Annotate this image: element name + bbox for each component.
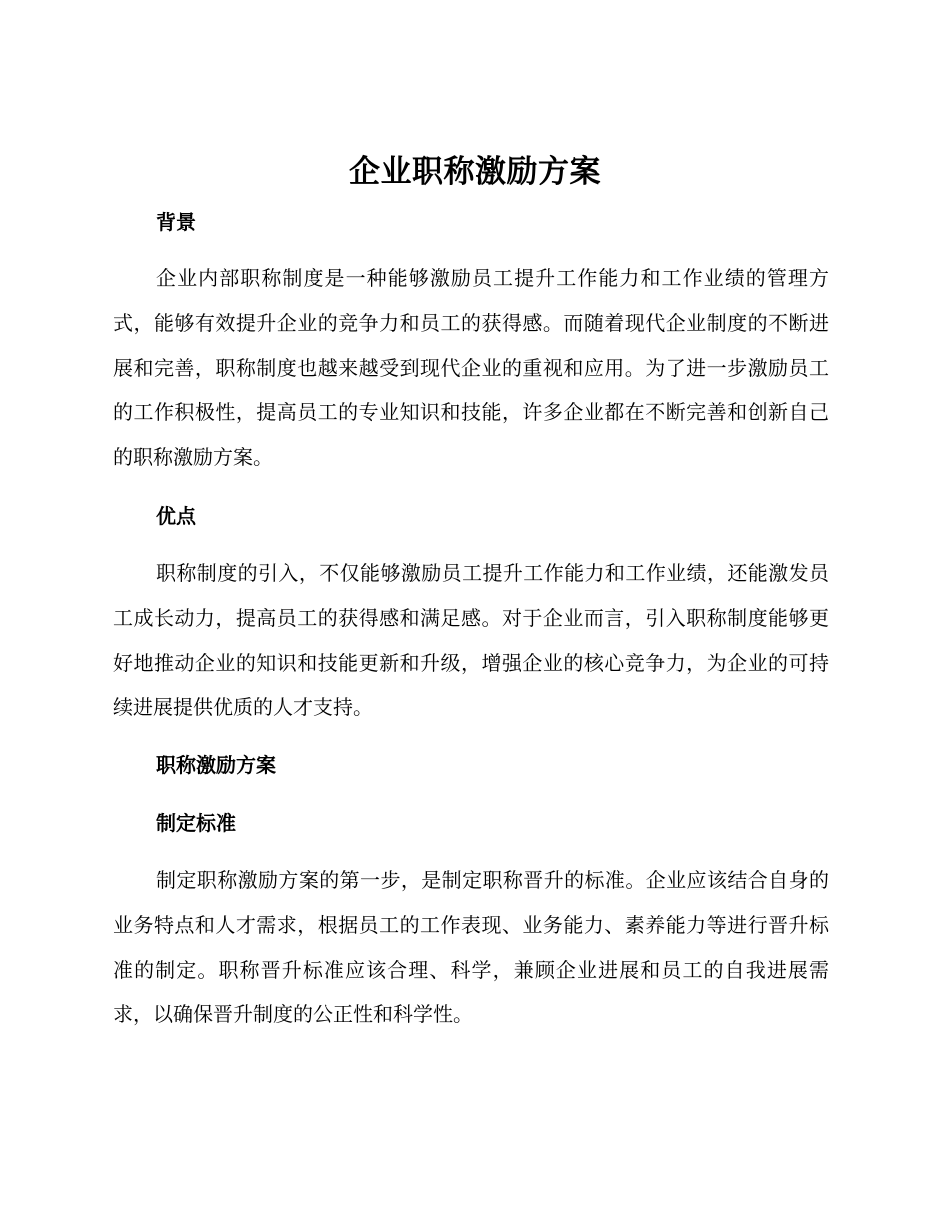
section-heading-background: 背景 [156, 210, 196, 234]
section-heading-incentive-plan: 职称激励方案 [156, 753, 276, 777]
document-title: 企业职称激励方案 [349, 154, 601, 190]
section-heading-set-standards: 制定标准 [156, 811, 236, 835]
section-heading-advantages: 优点 [156, 504, 196, 528]
section-paragraph-set-standards: 制定职称激励方案的第一步，是制定职称晋升的标准。企业应该结合自身的业务特点和人才需求，根据员工的工作表现、业务能力、素养能力等进行晋升标准的制定。职称晋升标准应该合理、科学，兼顾企业进展和员工的自我进展需求，以确保晋升制度的公正性和科学性。 [113, 868, 829, 1027]
section-paragraph-advantages: 职称制度的引入，不仅能够激励员工提升工作能力和工作业绩，还能激发员工成长动力，提高员工的获得感和满足感。对于企业而言，引入职称制度能够更好地推动企业的知识和技能更新和升级，增强企业的核心竞争力，为企业的可持续进展提供优质的人才支持。 [113, 561, 829, 720]
section-paragraph-background: 企业内部职称制度是一种能够激励员工提升工作能力和工作业绩的管理方式，能够有效提升企业的竞争力和员工的获得感。而随着现代企业制度的不断进展和完善，职称制度也越来越受到现代企业的重视和应用。为了进一步激励员工的工作积极性，提高员工的专业知识和技能，许多企业都在不断完善和创新自己的职称激励方案。 [113, 266, 829, 470]
